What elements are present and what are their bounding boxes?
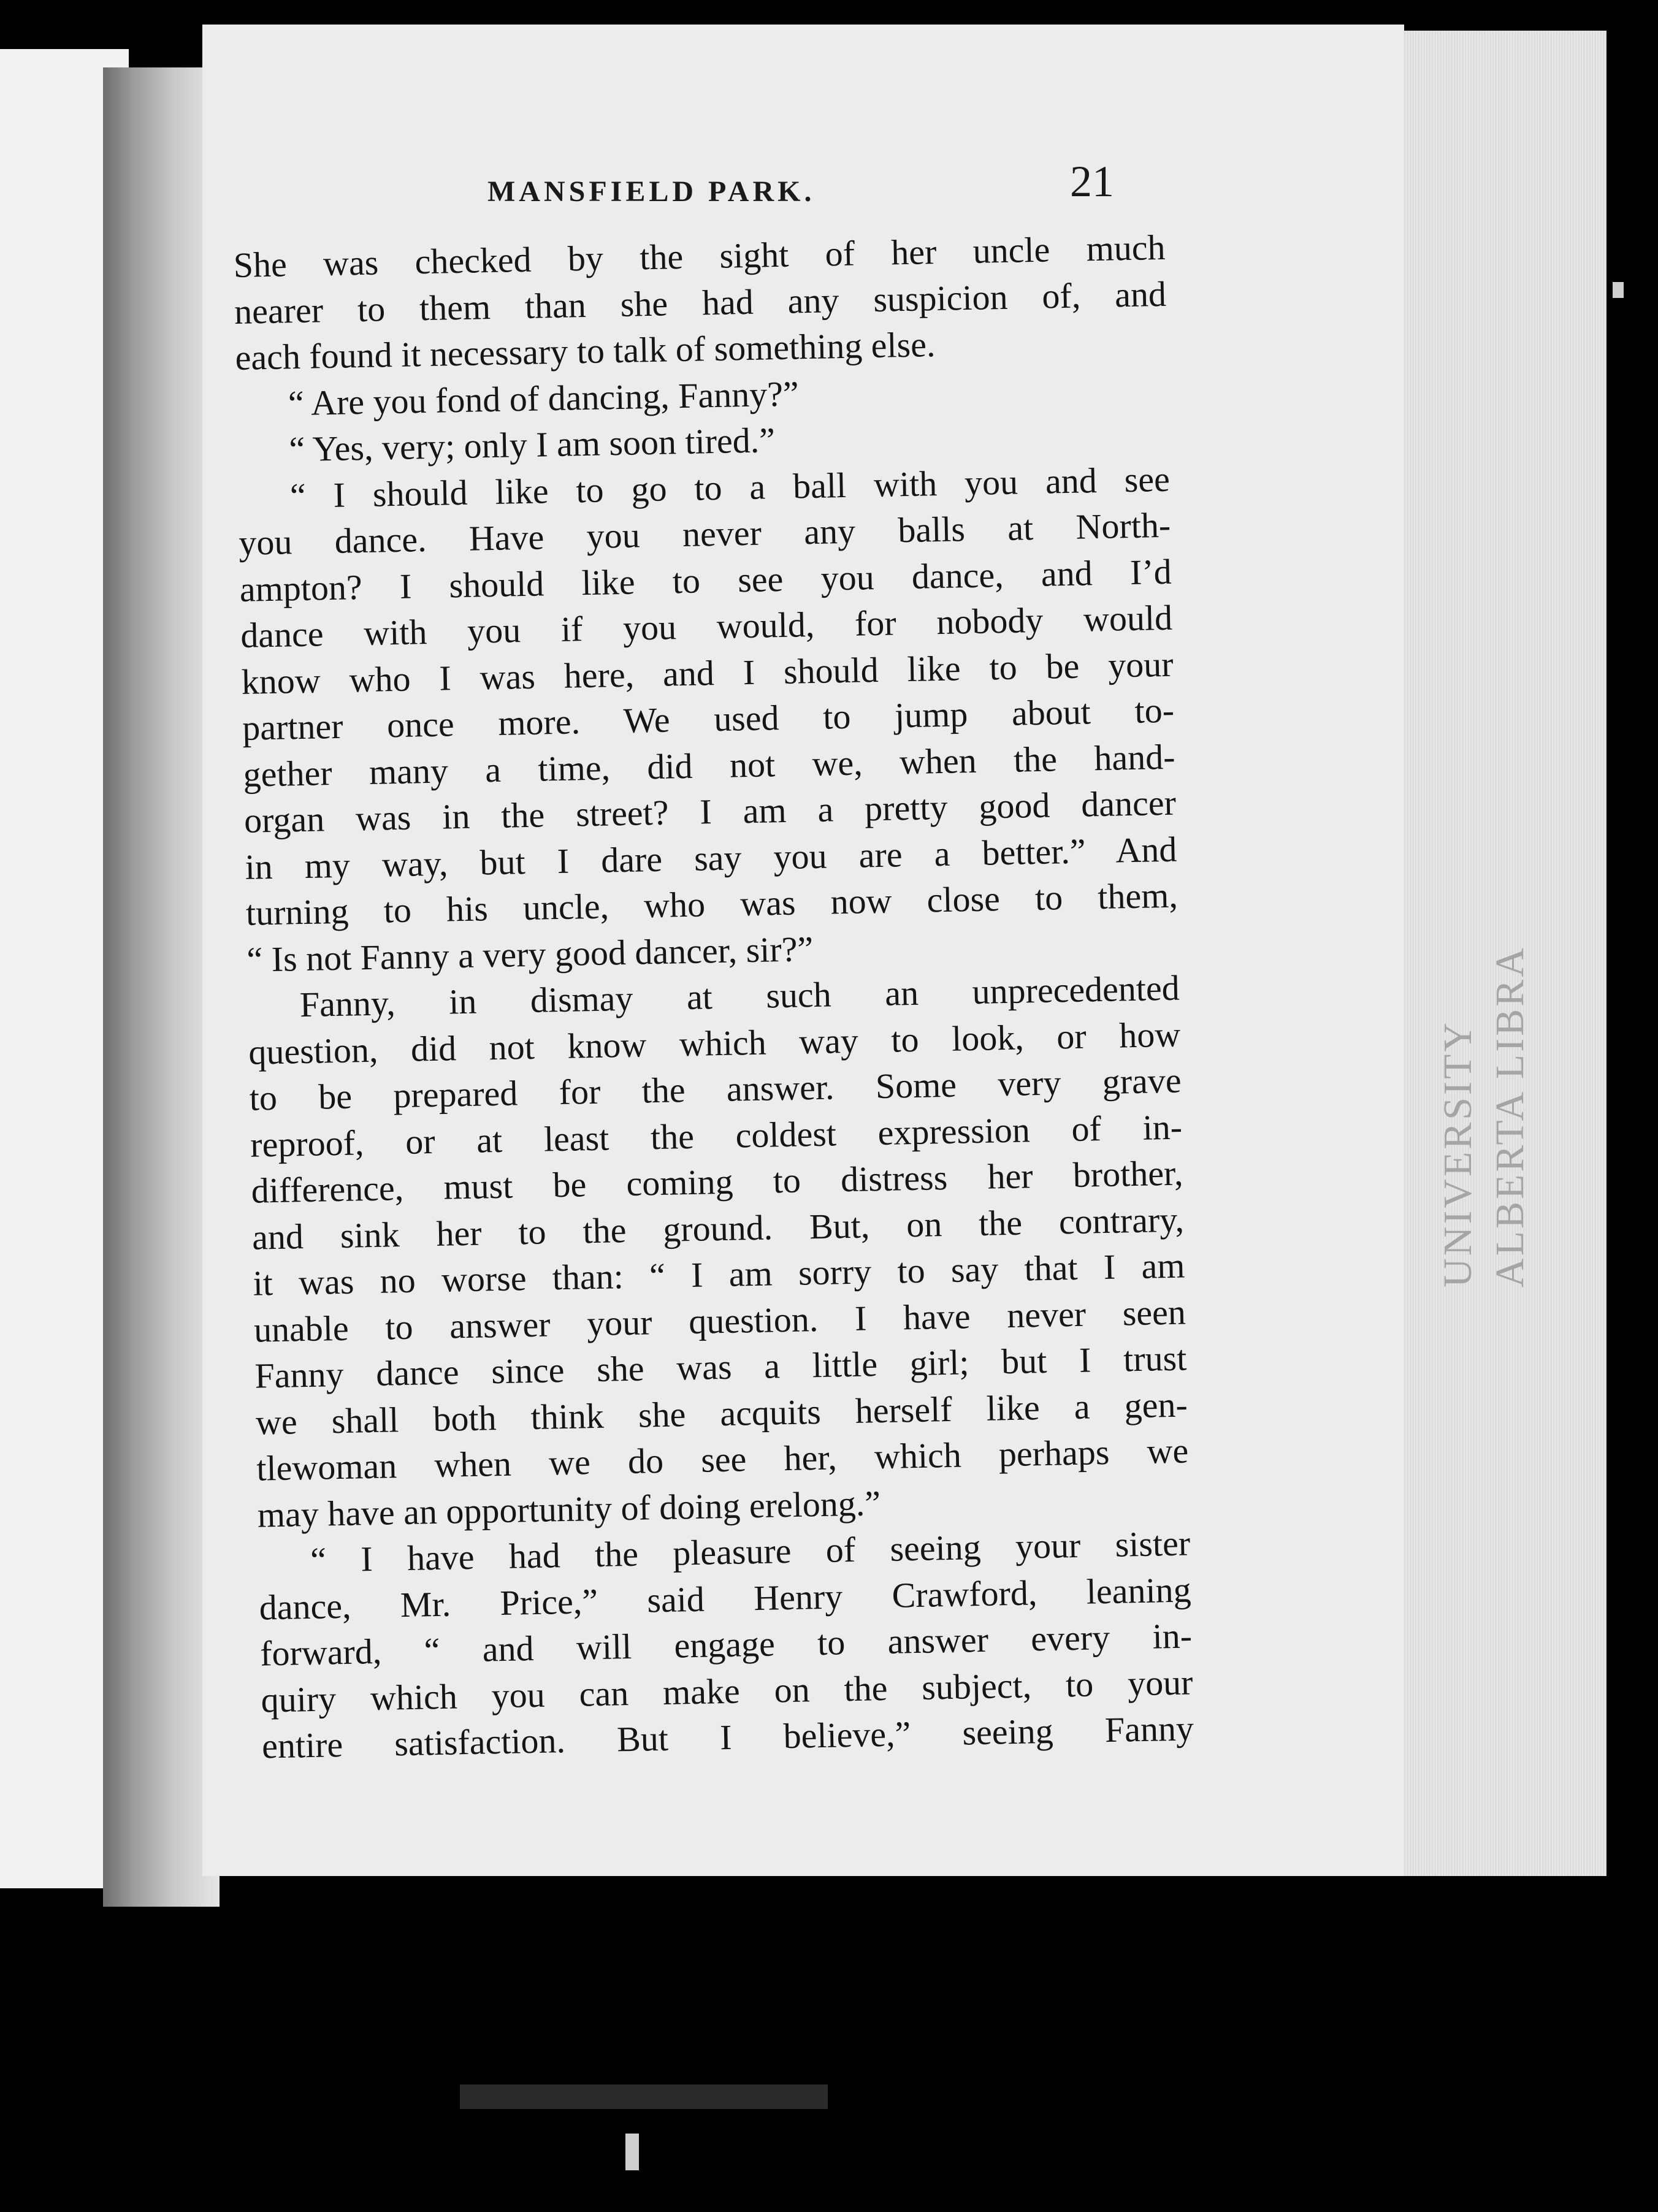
page-text [233, 224, 1194, 1769]
text-line: dance with you if you would, for nobody would [240, 597, 1173, 655]
text-line: know who I was here, and I should like to be your [241, 644, 1174, 702]
dust-speck [1613, 282, 1624, 298]
stamp-line-2: ALBERTA LIBRA [1488, 945, 1532, 1287]
text-line: “ I have had the pleasure of seeing your sister [310, 1523, 1191, 1580]
text-line: unable to answer your question. I have never seen [253, 1291, 1186, 1350]
running-header: MANSFIELD PARK. [487, 175, 816, 208]
dust-speck [625, 2134, 639, 2170]
page-bottom-shadow [460, 2084, 828, 2109]
text-line: “ I should like to go to a ball with you and see [289, 459, 1171, 516]
text-line: forward, “ and will engage to answer every in- [259, 1615, 1193, 1674]
text-line: we shall both think she acquits herself like a gen- [255, 1384, 1188, 1443]
text-line: reproof, or at least the coldest expression of in- [250, 1107, 1183, 1165]
text-line: organ was in the street? I am a pretty good dancer [243, 782, 1177, 841]
text-line: She was checked by the sight of her uncle much [233, 227, 1166, 285]
text-line: and sink her to the ground. But, on the contrary, [251, 1199, 1185, 1257]
library-stamp [1410, 858, 1533, 1287]
stamp-line-1: UNIVERSITY [1435, 1020, 1480, 1287]
text-line: turning to his uncle, who was now close to them, [245, 875, 1179, 933]
text-line: Fanny dance since she was a little girl; but I trust [254, 1338, 1187, 1396]
text-line: Fanny, in dismay at such an unprecedented [299, 967, 1180, 1025]
text-line: gether many a time, did not we, when the hand- [243, 736, 1176, 795]
text-line: “ Are you fond of dancing, Fanny?” [288, 373, 800, 423]
text-line: tlewoman when we do see her, which perhaps we [256, 1430, 1189, 1489]
text-line: nearer to them than she had any suspicion of, and [234, 273, 1167, 332]
text-line: dance, Mr. Price,” said Henry Crawford, leaning [259, 1569, 1192, 1628]
text-line: may have an opportunity of doing erelong.” [257, 1482, 881, 1535]
text-line: it was no worse than: “ I am sorry to say that I am [252, 1245, 1185, 1303]
text-line: question, did not know which way to look, or how [248, 1014, 1181, 1072]
text-line: to be prepared for the answer. Some very grave [249, 1060, 1182, 1118]
text-line: each found it necessary to talk of something else. [234, 324, 936, 378]
text-line: you dance. Have you never any balls at North- [238, 505, 1171, 563]
text-line: entire satisfaction. But I believe,” seeing Fanny [261, 1708, 1194, 1766]
text-line: “ Is not Fanny a very good dancer, sir?” [246, 928, 814, 980]
page-number: 21 [1070, 157, 1114, 206]
text-line: partner once more. We used to jump about to- [242, 690, 1175, 748]
text-line: “ Yes, very; only I am soon tired.” [288, 420, 776, 470]
text-line: quiry which you can make on the subject, to your [261, 1661, 1193, 1720]
text-line: difference, must be coming to distress her brother, [251, 1153, 1184, 1211]
text-line: ampton? I should like to see you dance, and I’d [239, 551, 1172, 609]
text-line: in my way, but I dare say you are a better.” And [244, 829, 1177, 887]
